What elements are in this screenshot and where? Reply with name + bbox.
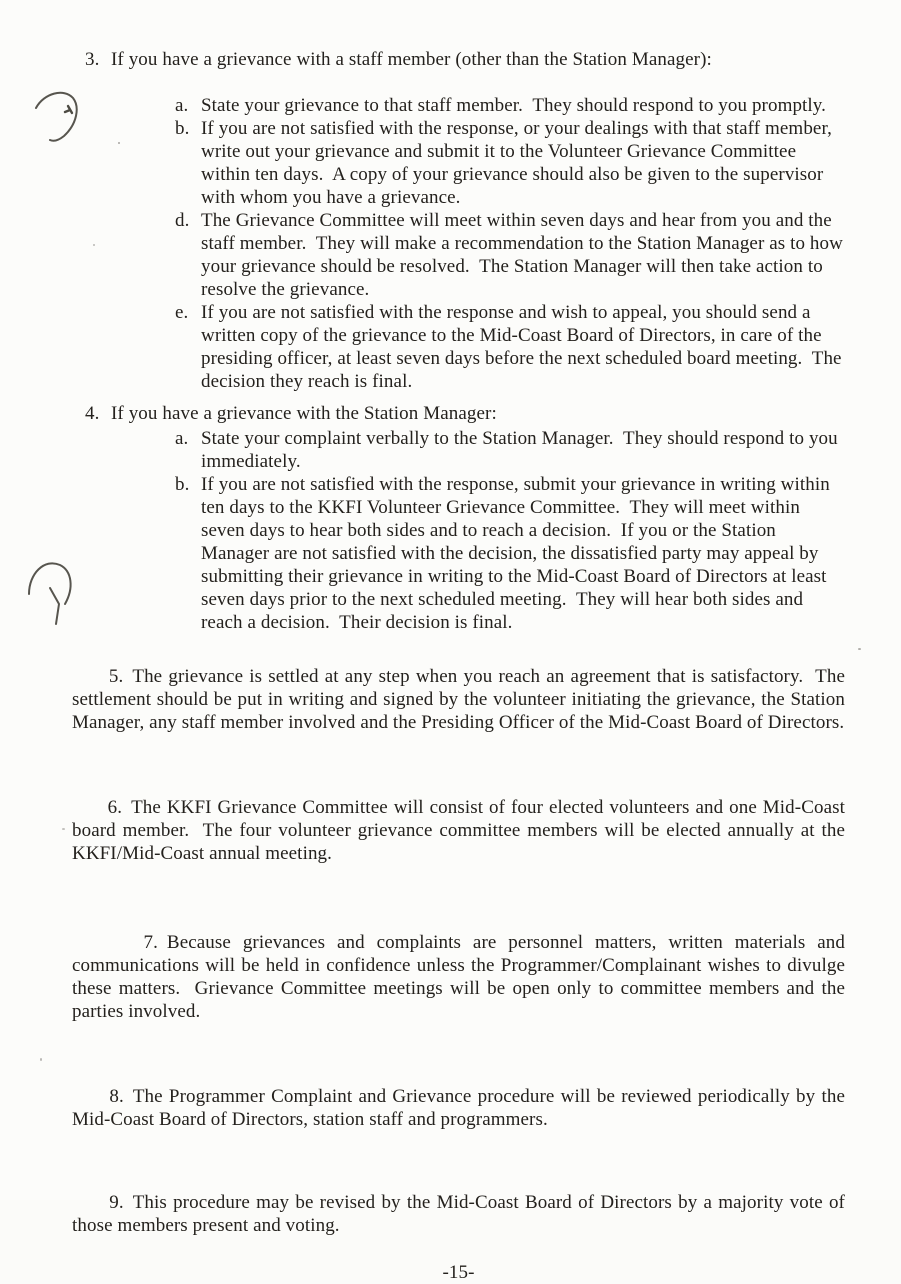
- scan-speck: [858, 648, 861, 650]
- document-body: [72, 48, 850, 1284]
- sub-item-3e: [175, 301, 845, 393]
- sub-item-4b: [175, 473, 845, 634]
- page-number: -15-: [442, 1262, 475, 1283]
- item-number: 3.: [85, 49, 100, 70]
- list-item-5: [72, 642, 850, 757]
- item-number: 8.: [109, 1086, 124, 1107]
- sub-item-4a: [175, 427, 845, 473]
- item-text: Because grievances and complaints are personnel matters, written materials and communications will be held in confidence unless the Programmer/Complainant wishes to divulge these matters. Grievance Committee meetings will be open only to committee members and the parties involved.: [72, 932, 850, 1022]
- sub-item-letter: b.: [175, 474, 190, 495]
- scan-speck: [40, 1058, 42, 1061]
- list-item-6: [72, 773, 850, 888]
- sub-item-text: State your complaint verbally to the Station Manager. They should respond to you immediately.: [201, 428, 843, 472]
- sub-item-letter: d.: [175, 210, 190, 231]
- item-4-heading: [85, 402, 845, 425]
- item-text: The grievance is settled at any step when you reach an agreement that is satisfactory. The settlement should be put in writing and signed by the volunteer initiating the grievance, the Station Manager, any staff member involved and the Presiding Officer of the Mid-Coast Board of Directors.: [72, 666, 850, 733]
- sub-item-text: State your grievance to that staff member. They should respond to you promptly.: [201, 95, 827, 116]
- item-4-sublist: [175, 427, 845, 634]
- list-item-4: [72, 402, 845, 634]
- sub-item-letter: b.: [175, 118, 190, 139]
- sub-item-text: If you are not satisfied with the response, submit your grievance in writing within ten days to the KKFI Volunteer Grievance Committee. They will meet within seven days to hear both sides and to reach a decision. If you or the Station Manager are not satisfied with the decision, the dissatisfied party may appeal by submitting their grievance in writing to the Mid-Coast Board of Directors at least seven days prior to the next scheduled meeting. They will hear both sides and reach a decision. Their decision is final.: [201, 474, 835, 633]
- sub-item-text: If you are not satisfied with the response and wish to appeal, you should send a written copy of the grievance to the Mid-Coast Board of Directors, in care of the presiding officer, at least seven days before the next scheduled board meeting. The decision they reach is final.: [201, 302, 847, 392]
- item-number: 7.: [143, 932, 158, 953]
- sub-item-text: If you are not satisfied with the response, or your dealings with that staff member, write out your grievance and submit it to the Volunteer Grievance Committee within ten days. A copy of your grievance should also be given to the supervisor with whom you have a grievance.: [201, 118, 837, 208]
- sub-item-text: The Grievance Committee will meet within seven days and hear from you and the staff member. They will make a recommendation to the Station Manager as to how your grievance should be resolved. The Station Manager will then take action to resolve the grievance.: [201, 210, 848, 300]
- item-number: 9.: [109, 1192, 124, 1213]
- item-3-sublist: [175, 94, 848, 393]
- item-number: 6.: [107, 797, 123, 818]
- item-text: If you have a grievance with the Station Manager:: [111, 403, 497, 424]
- sub-item-3b: [175, 117, 845, 209]
- list-item-7: [72, 908, 850, 1046]
- pen-mark-icon: [20, 550, 78, 634]
- list-item-9: [72, 1168, 850, 1260]
- sub-item-3a: [175, 94, 845, 117]
- scan-speck: [62, 828, 65, 830]
- sub-item-letter: a.: [175, 428, 189, 449]
- list-item-3: [72, 48, 848, 393]
- item-text: This procedure may be revised by the Mid-Coast Board of Directors by a majority vote of those members present and voting.: [72, 1192, 850, 1236]
- sub-item-letter: a.: [175, 95, 189, 116]
- item-3-heading: [85, 48, 845, 71]
- item-text: The Programmer Complaint and Grievance procedure will be reviewed periodically by the Mid-Coast Board of Directors, station staff and programmers.: [72, 1086, 850, 1130]
- list-item-8: [72, 1062, 850, 1154]
- sub-item-letter: e.: [175, 302, 189, 323]
- item-text: The KKFI Grievance Committee will consist of four elected volunteers and one Mid-Coast board member. The four volunteer grievance committee members will be elected annually at the KKFI/Mid-Coast annual meeting.: [72, 797, 850, 864]
- item-number: 4.: [85, 403, 100, 424]
- sub-item-3d: [175, 209, 848, 301]
- item-text: If you have a grievance with a staff member (other than the Station Manager):: [111, 49, 712, 70]
- item-number: 5.: [108, 666, 124, 687]
